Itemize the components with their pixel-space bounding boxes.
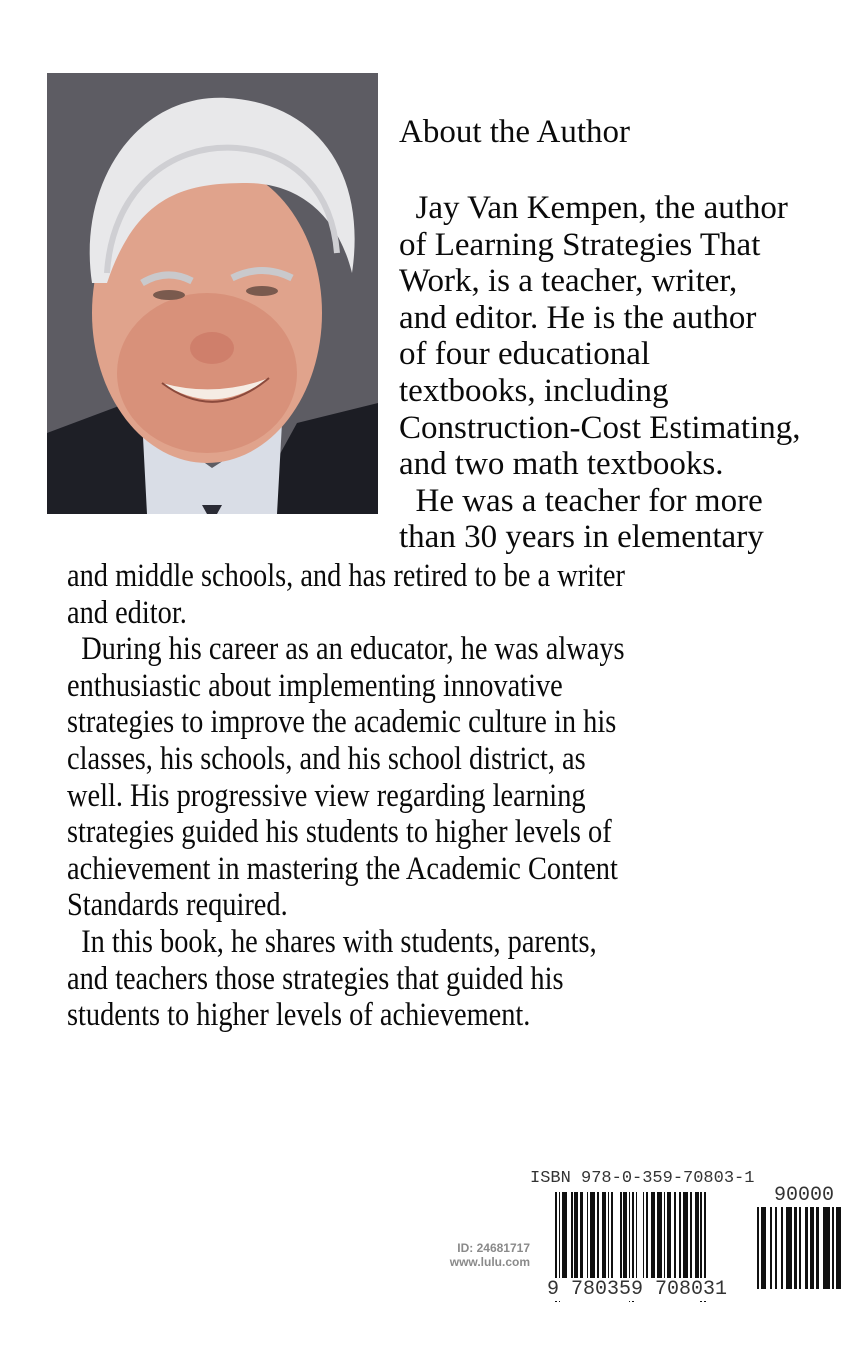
text-line: He was a teacher for more (399, 482, 763, 519)
text-line: and two math textbooks. (399, 446, 724, 483)
barcode-bar (832, 1207, 834, 1289)
barcode-bar (667, 1192, 671, 1288)
text-line: In this book, he shares with students, parents, (67, 924, 597, 960)
barcode-bar (608, 1192, 610, 1288)
barcode-bar (623, 1192, 627, 1288)
barcode-bar (620, 1192, 622, 1288)
barcode-bar (580, 1192, 584, 1288)
author-photo (47, 73, 378, 514)
text-line: classes, his schools, and his school district, as (67, 741, 586, 777)
barcode-bar (679, 1192, 681, 1288)
text-line: students to higher levels of achievement. (67, 997, 531, 1034)
barcode-bar (794, 1207, 796, 1289)
text-line: well. His progressive view regarding learning (67, 777, 586, 814)
barcode-bar (781, 1207, 783, 1289)
barcode-bar (590, 1192, 595, 1288)
text-line: strategies to improve the academic culture in his (67, 704, 617, 741)
barcode-bar (805, 1207, 807, 1289)
barcode-bar (836, 1207, 840, 1289)
text-line: During his career as an educator, he was always (67, 631, 625, 668)
barcode-bar (664, 1192, 666, 1288)
lulu-url: www.lulu.com (449, 1255, 530, 1269)
barcode-bar (674, 1192, 676, 1288)
barcode-bar (816, 1207, 818, 1289)
barcode-bar (646, 1192, 648, 1288)
barcode-block (400, 1165, 855, 1315)
barcode-bar (636, 1192, 638, 1288)
text-line: and editor. He is the author (399, 299, 757, 336)
barcode-bar (695, 1192, 699, 1288)
price-addon-barcode (757, 1207, 855, 1289)
text-line: and teachers those strategies that guided his (67, 960, 564, 997)
barcode-bar (657, 1192, 662, 1288)
text-line: strategies guided his students to higher levels of (67, 814, 612, 851)
barcode-bar (823, 1207, 830, 1289)
text-line: achievement in mastering the Academic Content (67, 850, 618, 887)
text-line: of Learning Strategies That (399, 226, 761, 263)
lulu-id: ID: 24681717 (457, 1241, 530, 1255)
barcode-bar (651, 1192, 655, 1288)
text-line: than 30 years in elementary (399, 519, 764, 556)
text-line: enthusiastic about implementing innovative (67, 667, 563, 704)
text-line: and editor. (67, 594, 187, 631)
text-line: of four educational (399, 336, 651, 373)
section-heading: About the Author (399, 114, 630, 150)
barcode-bar (611, 1192, 613, 1288)
barcode-bar (574, 1192, 578, 1288)
isbn-label: ISBN 978-0-359-70803-1 (530, 1169, 755, 1188)
barcode-bar (597, 1192, 599, 1288)
ean-digits: 9 780359 708031 (547, 1278, 728, 1301)
barcode-bar (562, 1192, 567, 1288)
price-addon-label: 90000 (774, 1184, 835, 1207)
text-line: Construction-Cost Estimating, (399, 409, 801, 446)
text-line: Work, is a teacher, writer, (399, 263, 738, 300)
barcode-bar (587, 1192, 589, 1288)
barcode-bar (786, 1207, 793, 1289)
text-line: textbooks, including (399, 373, 669, 409)
barcode-bar (775, 1207, 777, 1289)
barcode-bar (690, 1192, 692, 1288)
barcode-bar (799, 1207, 801, 1289)
barcode-bar (761, 1207, 765, 1289)
text-line: Standards required. (67, 887, 288, 924)
barcode-bar (810, 1207, 814, 1289)
barcode-bar (602, 1192, 606, 1288)
barcode-bar (757, 1207, 759, 1289)
text-line: and middle schools, and has retired to be a writer (67, 558, 625, 594)
publisher-info (412, 1241, 530, 1269)
text-line: Jay Van Kempen, the author (399, 190, 788, 226)
barcode-bar (683, 1192, 688, 1288)
barcode-bar (643, 1192, 645, 1288)
barcode-bar (571, 1192, 573, 1288)
barcode-bar (770, 1207, 772, 1289)
